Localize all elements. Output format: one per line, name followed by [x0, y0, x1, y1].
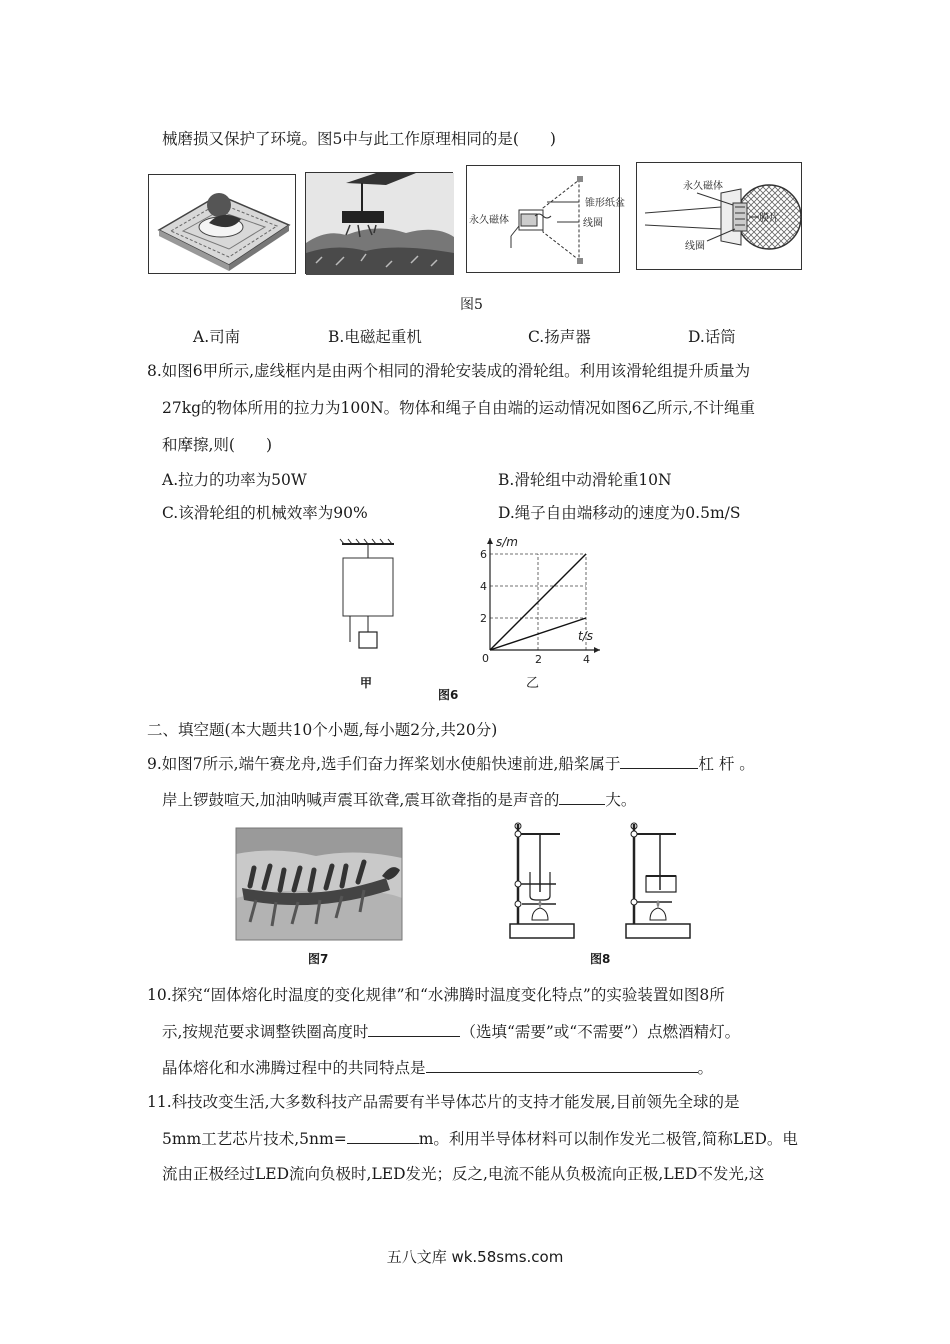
fig5-caption: 图5 [460, 297, 483, 313]
origin-label: 0 [482, 652, 489, 665]
q7-option-a: A.司南 [193, 328, 241, 346]
fig5d-coil-label: 线圈 [685, 241, 705, 252]
fig8-apparatus-diagram [500, 820, 710, 944]
q9-line2 [162, 788, 636, 811]
q8-line1: 8.如图6甲所示,虚线框内是由两个相同的滑轮安装成的滑轮组。利用该滑轮组提升质量为 [147, 362, 751, 380]
q8-option-c: C.该滑轮组的机械效率为90% [162, 504, 368, 522]
q11-line2-text: 5mm工艺芯片技术,5nm= [162, 1130, 347, 1148]
q7-option-b: B.电磁起重机 [328, 328, 422, 346]
fig7-caption: 图7 [308, 952, 329, 966]
q10-line3 [162, 1056, 713, 1079]
x-tick-label-4: 4 [583, 653, 590, 666]
q10-line2 [162, 1020, 740, 1043]
q8-option-d: D.绳子自由端移动的速度为0.5m/S [498, 504, 741, 522]
q10-line2-end: （选填“需要”或“不需要”）点燃酒精灯。 [460, 1023, 741, 1041]
x-axis-arrow [594, 647, 600, 653]
section2-title: 二、填空题(本大题共10个小题,每小题2分,共20分) [147, 721, 498, 739]
q11-blank1[interactable] [347, 1127, 419, 1144]
fig5-crane-image [305, 172, 453, 274]
q7-continuation: 械磨损又保护了环境。图5中与此工作原理相同的是( ) [162, 130, 556, 148]
q10-blank1[interactable] [368, 1020, 460, 1037]
fig6-yi-label: 乙 [526, 676, 540, 691]
q9-line1-text: 9.如图7所示,端午赛龙舟,选手们奋力挥桨划水使船快速前进,船桨属于 [147, 755, 621, 773]
q10-blank2[interactable] [426, 1056, 698, 1073]
q11-line2-end: m。利用半导体材料可以制作发光二极管,简称LED。电 [418, 1130, 798, 1148]
fig5c-magnet-label: 永久磁体 [469, 215, 509, 226]
fig6-st-chart [470, 532, 610, 667]
q10-line3-text: 晶体熔化和水沸腾过程中的共同特点是 [162, 1059, 426, 1077]
q9-line1 [147, 752, 755, 775]
y-axis-arrow [487, 538, 493, 544]
q11-line1: 11.科技改变生活,大多数科技产品需要有半导体芯片的支持才能发展,目前领先全球的是 [147, 1093, 740, 1111]
fig7-dragon-boat-image [236, 828, 402, 940]
y-tick-label-4: 4 [480, 580, 487, 593]
q8-option-b: B.滑轮组中动滑轮重10N [498, 471, 672, 489]
q8-line2: 27kg的物体所用的拉力为100N。物体和绳子自由端的运动情况如图6乙所示,不计绳重 [162, 399, 755, 417]
fig5-sinan-image [148, 174, 296, 274]
footer-watermark: 五八文库 wk.58sms.com [386, 1248, 564, 1266]
y-tick-label-6: 6 [480, 548, 487, 561]
q8-line3: 和摩擦,则( ) [162, 436, 273, 454]
y-axis-label: s/m [496, 535, 518, 549]
q7-option-c: C.扬声器 [528, 328, 591, 346]
fig5-microphone-diagram [636, 162, 802, 270]
x-axis-label: t/s [578, 629, 593, 643]
fig5-speaker-diagram [466, 165, 625, 273]
q10-line1: 10.探究“固体熔化时温度的变化规律”和“水沸腾时温度变化特点”的实验装置如图8所 [147, 986, 725, 1004]
q11-line3: 流由正极经过LED流向负极时,LED发光；反之,电流不能从负极流向正极,LED不发光,这 [162, 1165, 765, 1183]
fig5c-coil-label: 线圈 [583, 218, 603, 229]
q8-option-a: A.拉力的功率为50W [162, 471, 307, 489]
q11-line2 [162, 1127, 798, 1150]
q9-blank1[interactable] [620, 752, 698, 769]
q9-blank2[interactable] [559, 788, 605, 805]
q9-line2-text: 岸上锣鼓喧天,加油呐喊声震耳欲聋,震耳欲聋指的是声音的 [162, 791, 560, 809]
q10-line3-end: 。 [697, 1059, 714, 1077]
x-tick-label-2: 2 [535, 653, 542, 666]
q9-line1-end: 杠 杆 。 [698, 755, 755, 773]
q9-line2-end: 大。 [605, 791, 637, 809]
fig5d-magnet-label: 永久磁体 [683, 181, 723, 192]
fig6-caption: 图6 [438, 688, 459, 702]
fig5c-cone-label: 锥形纸盆 [585, 198, 625, 209]
fig6-pulley-diagram [330, 536, 410, 666]
fig8-caption: 图8 [590, 952, 611, 966]
q7-option-d: D.话筒 [688, 328, 736, 346]
y-tick-label-2: 2 [480, 612, 487, 625]
fig6-jia-label: 甲 [360, 676, 373, 690]
fig5d-film-label: 膜片 [759, 213, 779, 224]
q10-line2-text: 示,按规范要求调整铁圈高度时 [162, 1023, 369, 1041]
